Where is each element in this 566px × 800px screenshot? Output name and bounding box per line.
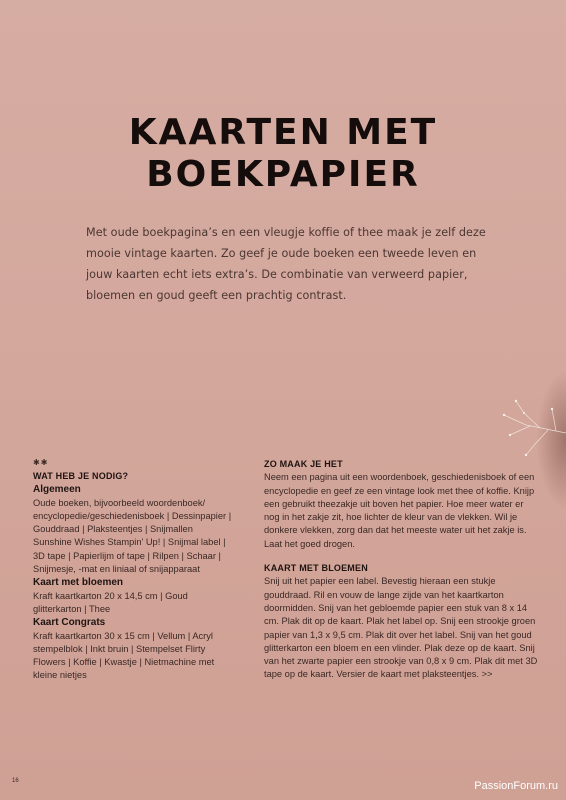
watermark: PassionForum.ru — [474, 780, 558, 792]
dried-twig-decoration — [496, 395, 566, 465]
section-text-congrats-card: Kraft kaartkarton 30 x 15 cm | Vellum | Acryl stempelblok | Inkt bruin | Stempelset Flirty Flowers | Koffie | Kwastje | Nietmachine met kleine nietjes — [33, 630, 215, 681]
section-title-congrats-card: Kaart Congrats — [33, 617, 106, 629]
steps-text-flower-card: Snij uit het papier een label. Bevestig hieraan een stukje gouddraad. Ril en vouw de lange zijde van het kaartkarton doormidden. Snij van het gebloemde papier een stuk van 8 x 14 cm. Plak dit op de kaart. Plak het label op. Snij een strookje groen papier van 1,3 x 9,5 cm. Plak dit over het label. Snij van het goud glitterkarton een bloem en een vlinder. Plak deze op de kaart. Snij van het zwarte papier een strookje van 0,8 x 9 cm. Plak dit met 3D tape op de kaart. Versier de kaart met plaksteentjes. >> — [264, 576, 538, 680]
materials-heading: WAT HEB JE NODIG? — [33, 471, 129, 481]
steps-heading-flower-card: KAART MET BLOEMEN — [264, 563, 368, 574]
section-title-general: Algemeen — [33, 484, 81, 496]
steps-text-how-to: Neem een pagina uit een woordenboek, geschiedenisboek of een encyclopedie en geef ze een vintage look met thee of koffie. Knijp een gebruikt theezakje uit boven het papier. Hoe meer water er nog in het zakje zit, hoe lichter de kleur van de vlekken. Wil je donkere vlekken, zorg dan dat het meeste water uit het zakje is. Laat het goed drogen. — [264, 472, 535, 549]
materials-column — [33, 458, 233, 683]
instructions-column — [264, 458, 540, 682]
page-number: 16 — [12, 778, 19, 784]
section-text-general: Oude boeken, bijvoorbeeld woordenboek/ encyclopedie/geschiedenisboek | Dessinpapier | Gouddraad | Plaksteentjes | Snijmallen Sunshine Wishes Stampin’ Up! | Snijmal label | 3D tape | Papierlijm of tape | Rilpen | Schaar | Snijmesje, -mat en liniaal of snijapparaat — [33, 497, 232, 575]
section-text-flower-card: Kraft kaartkarton 20 x 14,5 cm | Goud glitterkarton | Thee — [33, 590, 188, 614]
intro-paragraph: Met oude boekpagina’s en een vleugje koffie of thee maak je zelf deze mooie vintage kaarten. Zo geef je oude boeken een tweede leven en jouw kaarten echt iets extra’s. De combinatie van verweerd papier, bloemen en goud geeft een prachtig contrast. — [86, 226, 486, 302]
title-line-1: KAARTEN MET — [128, 112, 438, 153]
ornament-stars: ✱✱ — [33, 458, 49, 467]
section-title-flower-card: Kaart met bloemen — [33, 577, 124, 589]
title-line-2: BOEKPAPIER — [146, 154, 420, 195]
page-title — [0, 112, 566, 196]
steps-heading-how-to: ZO MAAK JE HET — [264, 459, 343, 469]
